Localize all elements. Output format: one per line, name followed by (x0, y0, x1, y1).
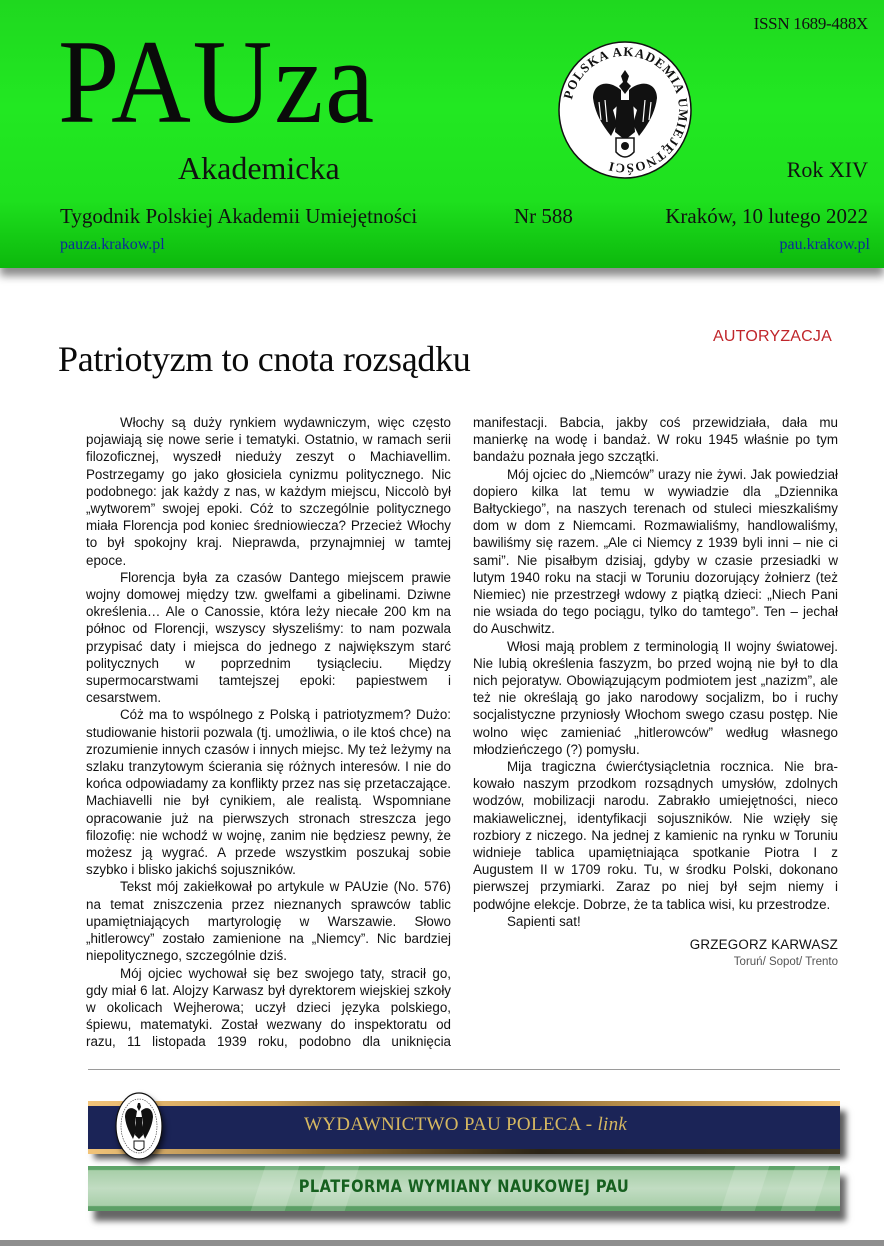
year-label: Rok XIV (786, 157, 868, 182)
masthead (0, 0, 884, 268)
author-location: Toruń/ Sopot/ Trento (733, 956, 838, 969)
article-paragraph: Włosi mają problem z terminologią II wojny światowej. Nie lubią określenia faszyzm, bo przed wojną nie był to dla nich pejoratyw. Obowiązującym podmiotem jest „nazizm”, ale też nie określają go jako narodowy socjalizm, bo i ruchy socjalistyczne przyniosły Włochom swego czasu postęp. Nie wolno więc zamieniać „hitlerowców” według własnego młodzieńczego (?) pomysłu. (473, 638, 838, 757)
divider (88, 1069, 840, 1070)
article-paragraph: Tekst mój zakiełkował po artykule w PAUzie (No. 576) na temat zniszczenia przez nieznanych sprawców tablic upamiętniających martyrologię w Warszawie. Słowo „hitlerowcy” zostało zamienione na „Niemcy”. Nic bardziej niepolitycznego, szczególnie dziś. (86, 879, 451, 964)
banner-link-text[interactable]: link (597, 1114, 628, 1135)
article-paragraph: Florencja była za czasów Dantego miejscem prawie wojny domowej między tzw. gwelfami a gibelinami. Dziwne określenia… Ale o Canossie, która leży niecałe 200 km na północ od Florencji, wszyscy słyszeliśmy: to nam pozwala przypisać daty i miejsca do jednego z największym starć politycznych w poprzednim tysiącleciu. Między supermocarstwami tamtejszej epoki: papiestwem i cesarstwem. (86, 569, 451, 706)
bottom-bar (0, 1240, 884, 1246)
article-title: Patriotyzm to cnota rozsądku (58, 339, 471, 379)
article-body (86, 414, 838, 1054)
article-paragraph: Sapienti sat! (507, 913, 581, 929)
article-paragraph: Mija tragiczna ćwierćtysiącletnia rocznica. Nie brakowało naszym przodkom rozsądnych umysłów, zdolnych wodzów, mobilizacji narodu. Zabrakło umiejętności, nieco makiawelicznej, identyfikacji sojuszników. Nie wzięły się rozbiory z niczego. Na jednej z kamienic na rynku w Toruniu widnieje tablica upamiętniająca spotkanie Piotra I z Augustem II w 1709 roku. Tu, w środku Polski, dokonano pierwszej przymiarki. Zaraz po niej był sejm niemy i podwójne elekcje. Dobrze, że ta tablica wisi, ku przestrodze. (473, 759, 838, 912)
author-name: GRZEGORZ KARWASZ (689, 937, 838, 953)
pauza-site-link[interactable]: pauza.krakow.pl (60, 236, 165, 253)
banner-text: WYDAWNICTWO PAU POLECA - (304, 1114, 598, 1135)
svg-text:POLSKA AKADEMIA UMIEJĘTNOŚCI: POLSKA AKADEMIA UMIEJĘTNOŚCI (560, 43, 692, 177)
pau-seal-icon (114, 1091, 164, 1161)
signature (473, 936, 838, 968)
decorative-stripe (781, 1166, 830, 1211)
platform-banner[interactable] (88, 1166, 840, 1211)
platform-banner-label: PLATFORMA WYMIANY NAUKOWEJ PAU (298, 1177, 630, 1197)
logo-title: PAUza (58, 15, 376, 148)
publisher-recommends-banner[interactable] (88, 1101, 840, 1149)
article-paragraph: Mój ojciec wychował się bez swojego taty, stracił go, gdy miał 6 lat. Alojzy Karwasz był dyrektorem wiejskiej szkoły w okolicach Wejherowa; uczył dzieci języka polskiego, śpiewu, matematyki. Został wezwany do inspektoratu od razu, 11 listopada 1939 roku, podobno dla uniknięcia manifestacji. Babcia, jakby coś przewidziała, dała mu manierkę na wodę i bandaż. W roku 1945 właśnie po tym bandażu poznała jego szczątki. (86, 415, 838, 1050)
pau-site-link[interactable]: pau.krakow.pl (779, 236, 870, 253)
issn: ISSN 1689-488X (753, 14, 868, 33)
issue-date: Kraków, 10 lutego 2022 (665, 204, 868, 228)
article-paragraph: Cóż ma to wspólnego z Polską i patriotyzmem? Dużo: studiowanie historii pozwala (tj. umożliwia, o ile ktoś chce) na zrozumienie innych czasów i innych miejsc. My też leżymy na szlaku tranzytowym ścierania się różnych interesów. I nie do końca odpowiadamy za konflikty przez nas się przetaczające. Machiavelli nie był cynikiem, ale realistą. Wspomniane opracowanie już na pierwszych stronach streszcza jego filozofię: nie wchodź w wojnę, zanim nie będziesz pewny, że możesz ją wygrać. A przede wszystkim poszukaj sobie szybko i blisko jakichś sojuszników. (86, 707, 451, 878)
publisher-line: Tygodnik Polskiej Akademii Umiejętności (60, 204, 418, 228)
publisher-recommends-label (304, 1114, 627, 1136)
section-label: AUTORYZACJA (713, 328, 832, 345)
issue-number: Nr 588 (514, 204, 573, 228)
logo-subtitle: Akademicka (178, 150, 340, 186)
article-paragraph: Mój ojciec do „Niemców” urazy nie żywi. Jak powiedział dopiero kilka lat temu w wywiadzie dla „Dziennika Bałtyckiego”, na naszych terenach od stuleci mieszkaliśmy dom w dom z Niemcami. Rozmawialiśmy, handlowaliśmy, bawiliśmy się razem. „Ale ci Niemcy z 1939 byli inni – nie ci sami”. Nie pisałbym dzisiaj, gdyby w czasie przesiadki w lutym 1940 roku na stacji w Toruniu dozorujący żołnierz (też Niemiec) nie przestrzegł wdowy z piątką dzieci: „Niech Pani nie wsiada do tego pociągu, tylko do tamtego”. Ten – jechał do Auschwitz. (473, 466, 838, 637)
article-paragraph: Włochy są duży rynkiem wydawniczym, więc często pojawiają się nowe serie i tematyki. Ostatnio, w ramach serii filozoficznej, wyszedł nieduży zeszyt o Machiavellim. Postrzegamy go jako głosiciela cynizmu politycznego. Nic podobnego: jak każdy z nas, w każdym miejscu, Niccolò był „wytworem” swojej epoki. Cóż to szczególnie politycznego miała Florencja pod koniec średniowiecza? Przecież Włochy to był spokojny kraj. Nieprawda, przynajmniej w tamtej epoce. (86, 415, 451, 568)
pau-seal-icon (555, 40, 695, 180)
